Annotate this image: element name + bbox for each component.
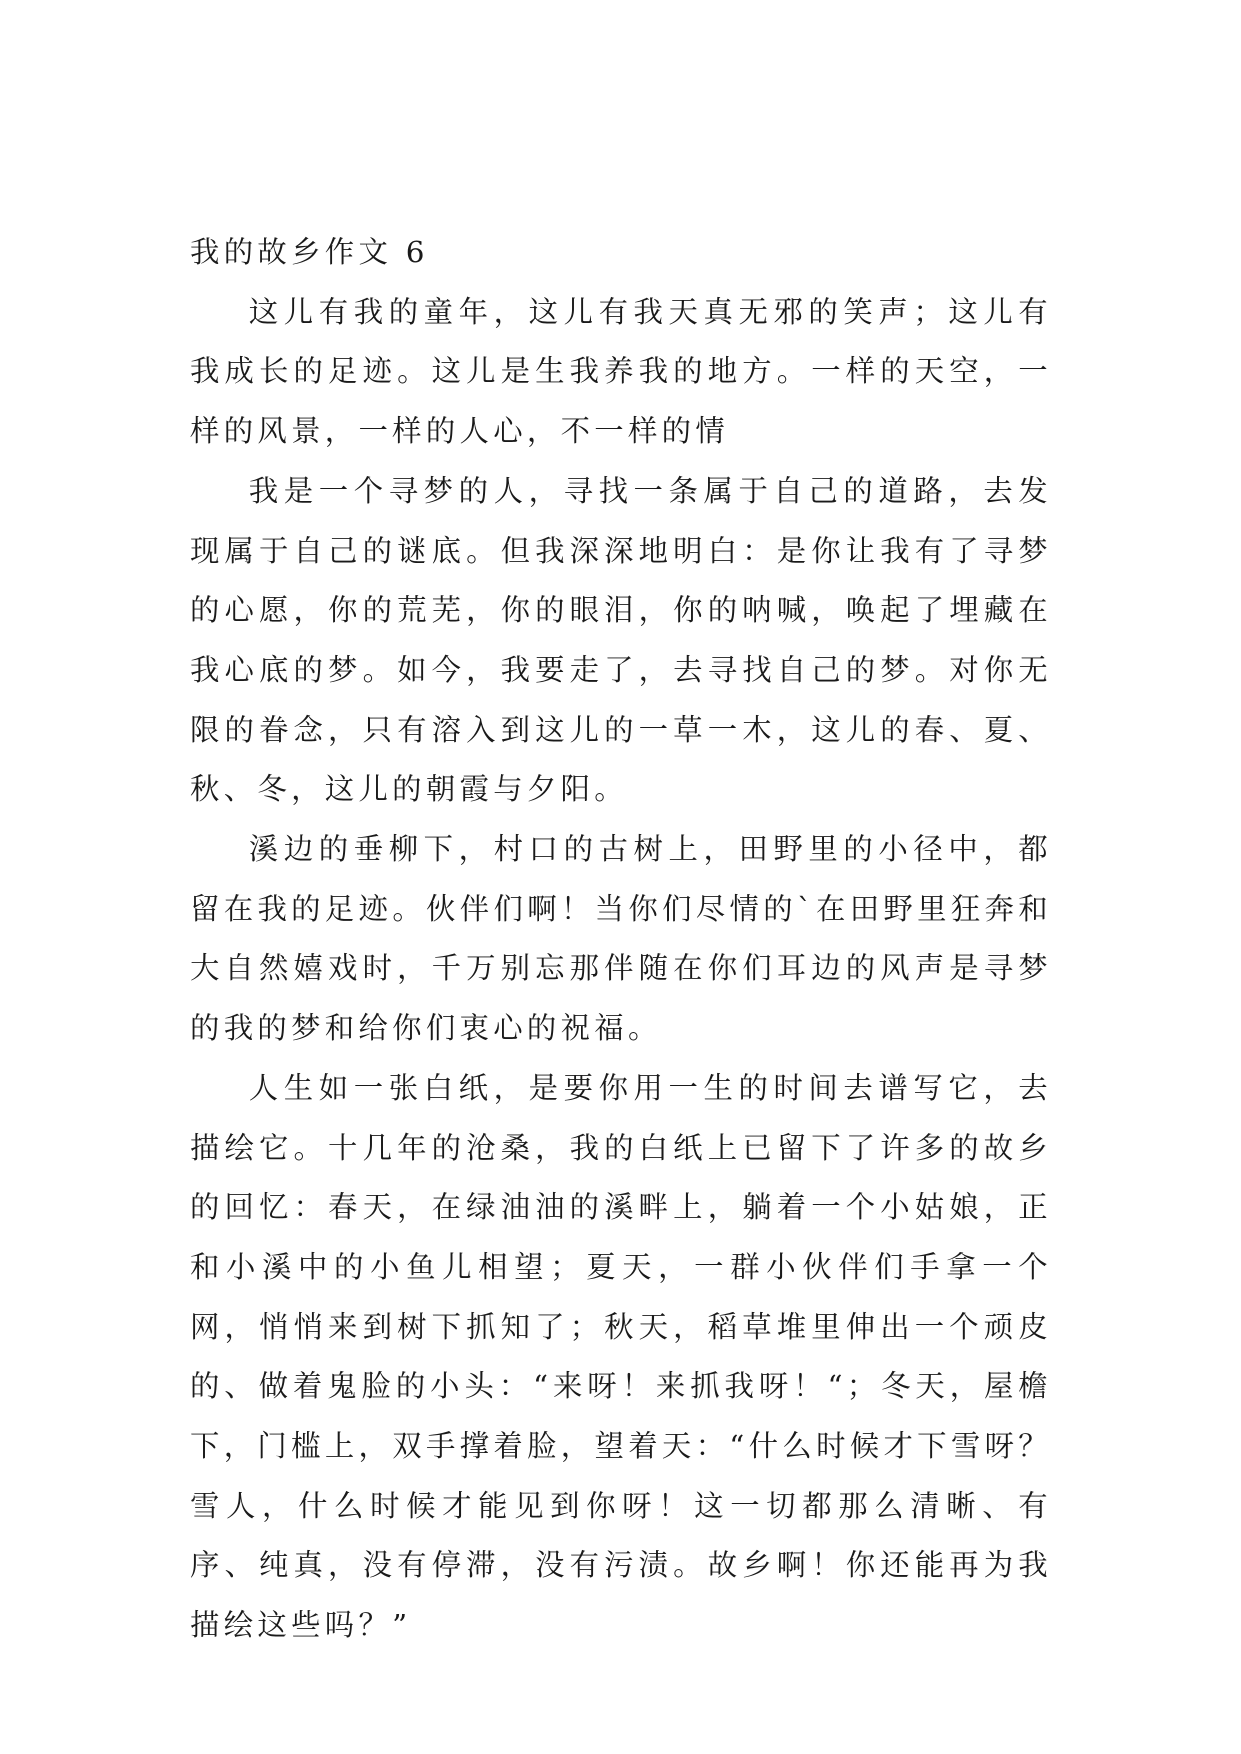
paragraph-1: 这儿有我的童年，这儿有我天真无邪的笑声；这儿有我成长的足迹。这儿是生我养我的地方。一样的天空，一样的风景，一样的人心，不一样的情 bbox=[190, 294, 1052, 449]
document-title: 我的故乡作文 6 bbox=[190, 235, 429, 269]
paragraph-4: 人生如一张白纸，是要你用一生的时间去谱写它，去描绘它。十几年的沧桑，我的白纸上已留下了许多的故乡的回忆：春天，在绿油油的溪畔上，躺着一个小姑娘，正和小溪中的小鱼儿相望；夏天，一群小伙伴们手拿一个网，悄悄来到树下抓知了；秋天，稻草堆里伸出一个顽皮的、做着鬼脸的小头：“来呀！来抓我呀！“；冬天，屋檐下，门槛上，双手撑着脸，望着天：“什么时候才下雪呀？雪人，什么时候才能见到你呀！这一切都那么清晰、有序、纯真，没有停滞，没有污渍。故乡啊！你还能再为我描绘这些吗？” bbox=[190, 1070, 1052, 1643]
paragraph-3: 溪边的垂柳下，村口的古树上，田野里的小径中，都留在我的足迹。伙伴们啊！当你们尽情的`在田野里狂奔和大自然嬉戏时，千万别忘那伴随在你们耳边的风声是寻梦的我的梦和给你们衷心的祝福。 bbox=[190, 832, 1052, 1046]
paragraph-2: 我是一个寻梦的人，寻找一条属于自己的道路，去发现属于自己的谜底。但我深深地明白：是你让我有了寻梦的心愿，你的荒芜，你的眼泪，你的呐喊，唤起了埋藏在我心底的梦。如今，我要走了，去寻找自己的梦。对你无限的眷念，只有溶入到这儿的一草一木，这儿的春、夏、秋、冬，这儿的朝霞与夕阳。 bbox=[190, 473, 1052, 807]
document-body bbox=[190, 223, 1052, 1656]
